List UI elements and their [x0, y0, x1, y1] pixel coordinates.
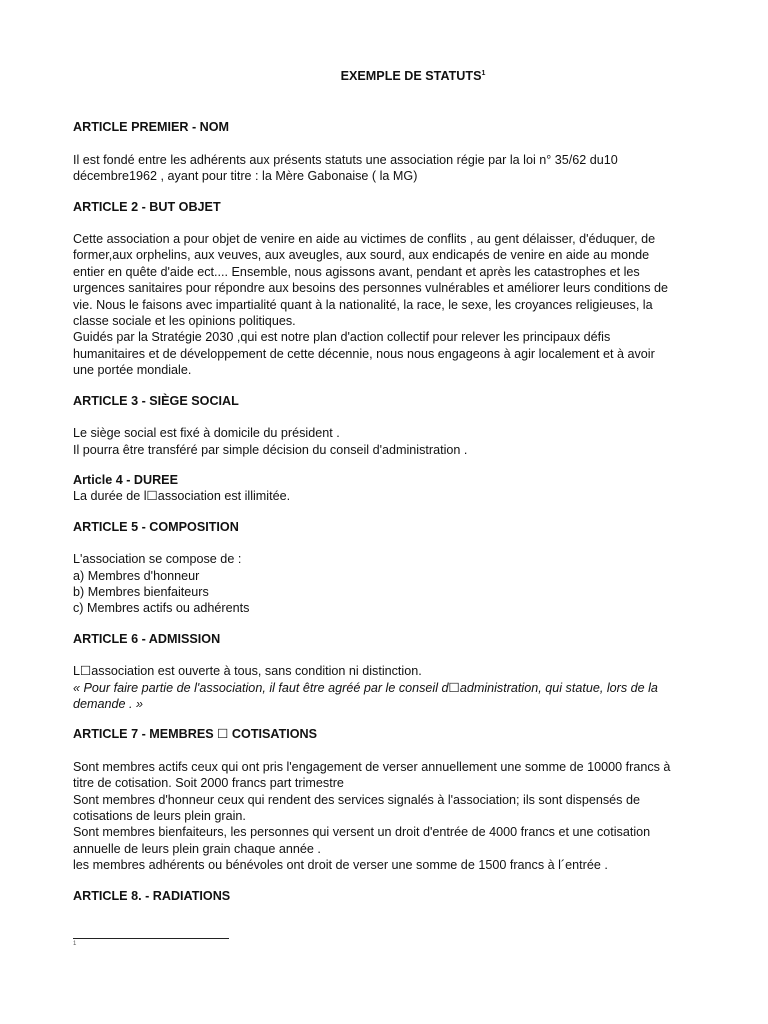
article-2-text-line: vie. Nous le faisons avec impartialité quant à la nationalité, la race, le sexe, les croyances religieuses, la: [73, 297, 653, 312]
article-5-intro: L'association se compose de :: [73, 552, 242, 567]
document-body: [73, 68, 703, 904]
footnote-reference[interactable]: 1: [481, 69, 486, 77]
footnote-number: 1: [73, 941, 77, 947]
article-7-text-line: cotisations de leurs plein grain.: [73, 809, 246, 823]
article-1-text-line: Il est fondé entre les adhérents aux présents statuts une association régie par la loi n° 35/62 du10: [73, 152, 618, 167]
article-7-text-line: Sont membres actifs ceux qui ont pris l'engagement de verser annuellement une somme de 10000 francs à: [73, 759, 671, 774]
article-2-text-line: entier en quête d'aide ect.... Ensemble, nous agissons avant, pendant et après les catastrophes et les: [73, 264, 640, 279]
article-4-text-line: La durée de l☐association est illimitée.: [73, 489, 291, 504]
article-6-heading: ARTICLE 6 - ADMISSION: [73, 631, 221, 646]
article-7-text-line: titre de cotisation. Soit 2000 francs part trimestre: [73, 776, 344, 791]
article-4-heading: Article 4 - DUREE: [73, 472, 178, 487]
article-2-text-line: classe sociale et les opinions politiques.: [73, 314, 296, 329]
article-3-heading: ARTICLE 3 - SIÈGE SOCIAL: [73, 393, 239, 408]
article-7-text-line: annuelle de leurs plein grain chaque année .: [73, 841, 321, 856]
article-7-text-line: les membres adhérents ou bénévoles ont droit de verser une somme de 1500 francs à l´entrée .: [73, 858, 608, 873]
article-2-text-line: une portée mondiale.: [73, 363, 192, 378]
article-2-text-line: humanitaires et de développement de cette décennie, nous nous engageons à agir localement et à avoir: [73, 346, 655, 361]
article-6-text-line: L☐association est ouverte à tous, sans condition ni distinction.: [73, 664, 422, 679]
article-7-text-line: Sont membres d'honneur ceux qui rendent des services signalés à l'association; ils sont dispensés de: [73, 792, 640, 807]
article-1-text-line: décembre1962 , ayant pour titre : la Mère Gabonaise ( la MG): [73, 169, 418, 184]
document-title: [73, 68, 703, 84]
article-5-heading: ARTICLE 5 - COMPOSITION: [73, 519, 239, 534]
list-item: b) Membres bienfaiteurs: [73, 584, 209, 599]
list-item: a) Membres d'honneur: [73, 568, 200, 583]
article-3-text-line: Le siège social est fixé à domicile du président .: [73, 426, 340, 441]
footnote-separator: [73, 938, 229, 939]
article-2-heading: ARTICLE 2 - BUT OBJET: [73, 199, 221, 214]
article-2-text-line: former,aux orphelins, aux veuves, aux aveugles, aux sourd, aux endicapés de venire en aide au monde: [73, 248, 650, 263]
article-2-text-line: Cette association a pour objet de venire en aide au victimes de conflits , au gent délaisser, d'éduquer, de: [73, 232, 656, 247]
article-7-text-line: Sont membres bienfaiteurs, les personnes qui versent un droit d'entrée de 4000 francs et une cotisation: [73, 825, 651, 840]
article-1-heading: ARTICLE PREMIER - NOM: [73, 120, 230, 135]
article-8-heading: ARTICLE 8. - RADIATIONS: [73, 888, 231, 903]
list-item: c) Membres actifs ou adhérents: [73, 601, 250, 616]
document-title-text: EXEMPLE DE STATUTS: [340, 69, 482, 83]
article-3-text-line: Il pourra être transféré par simple décision du conseil d'administration .: [73, 442, 468, 457]
article-2-text-line: Guidés par la Stratégie 2030 ,qui est notre plan d'action collectif pour relever les principaux défis: [73, 330, 611, 345]
article-6-quote-line: « Pour faire partie de l'association, il faut être agréé par le conseil d☐administration, qui statue, lors de la: [73, 680, 658, 695]
article-6-quote-line: demande . »: [73, 696, 144, 711]
article-2-text-line: urgences sanitaires pour répondre aux besoins des personnes vulnérables et améliorer leurs conditions de: [73, 281, 669, 296]
article-7-heading: ARTICLE 7 - MEMBRES ☐ COTISATIONS: [73, 727, 318, 742]
